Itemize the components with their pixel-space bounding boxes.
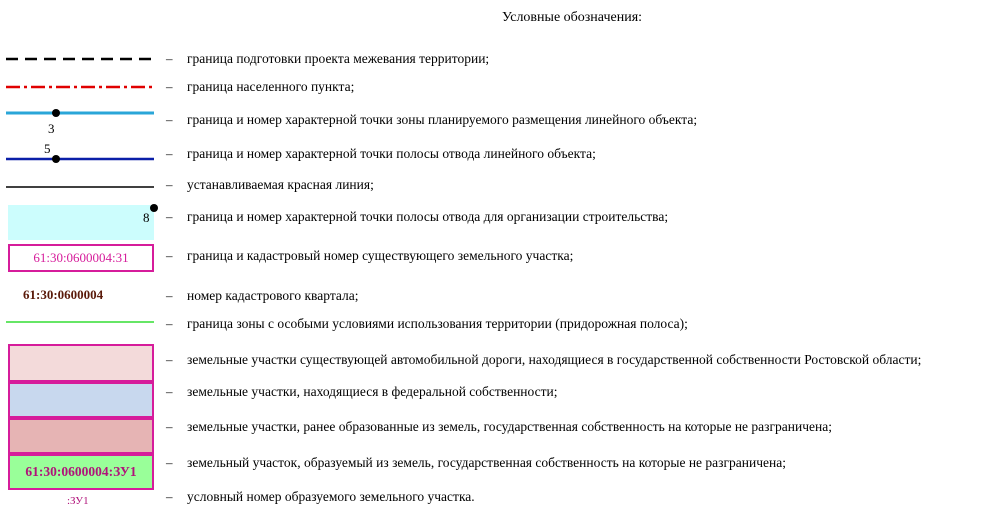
legend-title: Условные обозначения:	[502, 10, 643, 25]
dash: –	[166, 352, 173, 367]
dash: –	[166, 419, 173, 434]
dash: –	[166, 384, 173, 399]
point-label-8: 8	[143, 210, 150, 225]
point-label-5: 5	[44, 141, 51, 156]
construction-fill-symbol	[8, 205, 154, 240]
red-dash-dot-line-symbol	[6, 81, 156, 93]
existing-parcel-label: 61:30:0600004:31	[33, 250, 129, 265]
dash: –	[166, 209, 173, 224]
legend-desc-previous-parcels: земельные участки, ранее образованные из земель, государственная собственность на которые не разграничена;	[187, 419, 832, 434]
legend-desc-special-zone: граница зоны с особыми условиями использования территории (придорожная полоса);	[187, 316, 688, 331]
legend-desc-settlement: граница населенного пункта;	[187, 79, 355, 94]
blue-line-point-symbol	[6, 152, 156, 166]
cyan-line-point-symbol	[6, 106, 156, 120]
legend-desc-conditional-number: условный номер образуемого земельного участка.	[187, 489, 475, 504]
dash: –	[166, 316, 173, 331]
legend-desc-planned-zone: граница и номер характерной точки зоны планируемого размещения линейного объекта;	[187, 112, 698, 127]
new-parcel-label: 61:30:0600004:ЗУ1	[25, 464, 137, 479]
legend-desc-federal-parcels: земельные участки, находящиеся в федеральной собственности;	[187, 384, 558, 399]
point-label-3: 3	[48, 121, 55, 136]
cadastral-block-label: 61:30:0600004	[23, 287, 104, 302]
dash: –	[166, 112, 173, 127]
dash: –	[166, 288, 173, 303]
legend-desc-cadastral-block: номер кадастрового квартала;	[187, 288, 359, 303]
dash: –	[166, 146, 173, 161]
previous-parcels-symbol	[8, 418, 154, 454]
federal-parcels-symbol	[8, 382, 154, 418]
conditional-number-label: :ЗУ1	[67, 495, 89, 507]
legend-desc-construction-strip: граница и номер характерной точки полосы отвода для организации строительства;	[187, 209, 669, 224]
red-line-symbol	[6, 183, 156, 191]
road-parcels-symbol	[8, 344, 154, 382]
legend-desc-road-parcels: земельные участки существующей автомобильной дороги, находящиеся в государственной собственности Ростовской области;	[187, 352, 922, 367]
existing-parcel-symbol	[8, 244, 154, 272]
dash: –	[166, 79, 173, 94]
legend-desc-existing-parcel: граница и кадастровый номер существующего земельного участка;	[187, 248, 574, 263]
dash: –	[166, 455, 173, 470]
legend-desc-red-line: устанавливаемая красная линия;	[187, 177, 374, 192]
dash: –	[166, 177, 173, 192]
legend-desc-boundary-prep: граница подготовки проекта межевания территории;	[187, 51, 490, 66]
point-marker	[149, 203, 159, 213]
black-dashed-line-symbol	[6, 53, 156, 65]
dash: –	[166, 51, 173, 66]
legend-desc-allotment-strip: граница и номер характерной точки полосы отвода линейного объекта;	[187, 146, 596, 161]
legend-desc-new-parcel: земельный участок, образуемый из земель, государственная собственность на которые не разграничена;	[187, 455, 786, 470]
green-line-symbol	[6, 318, 156, 326]
new-parcel-symbol	[8, 454, 154, 490]
dash: –	[166, 248, 173, 263]
dash: –	[166, 489, 173, 504]
